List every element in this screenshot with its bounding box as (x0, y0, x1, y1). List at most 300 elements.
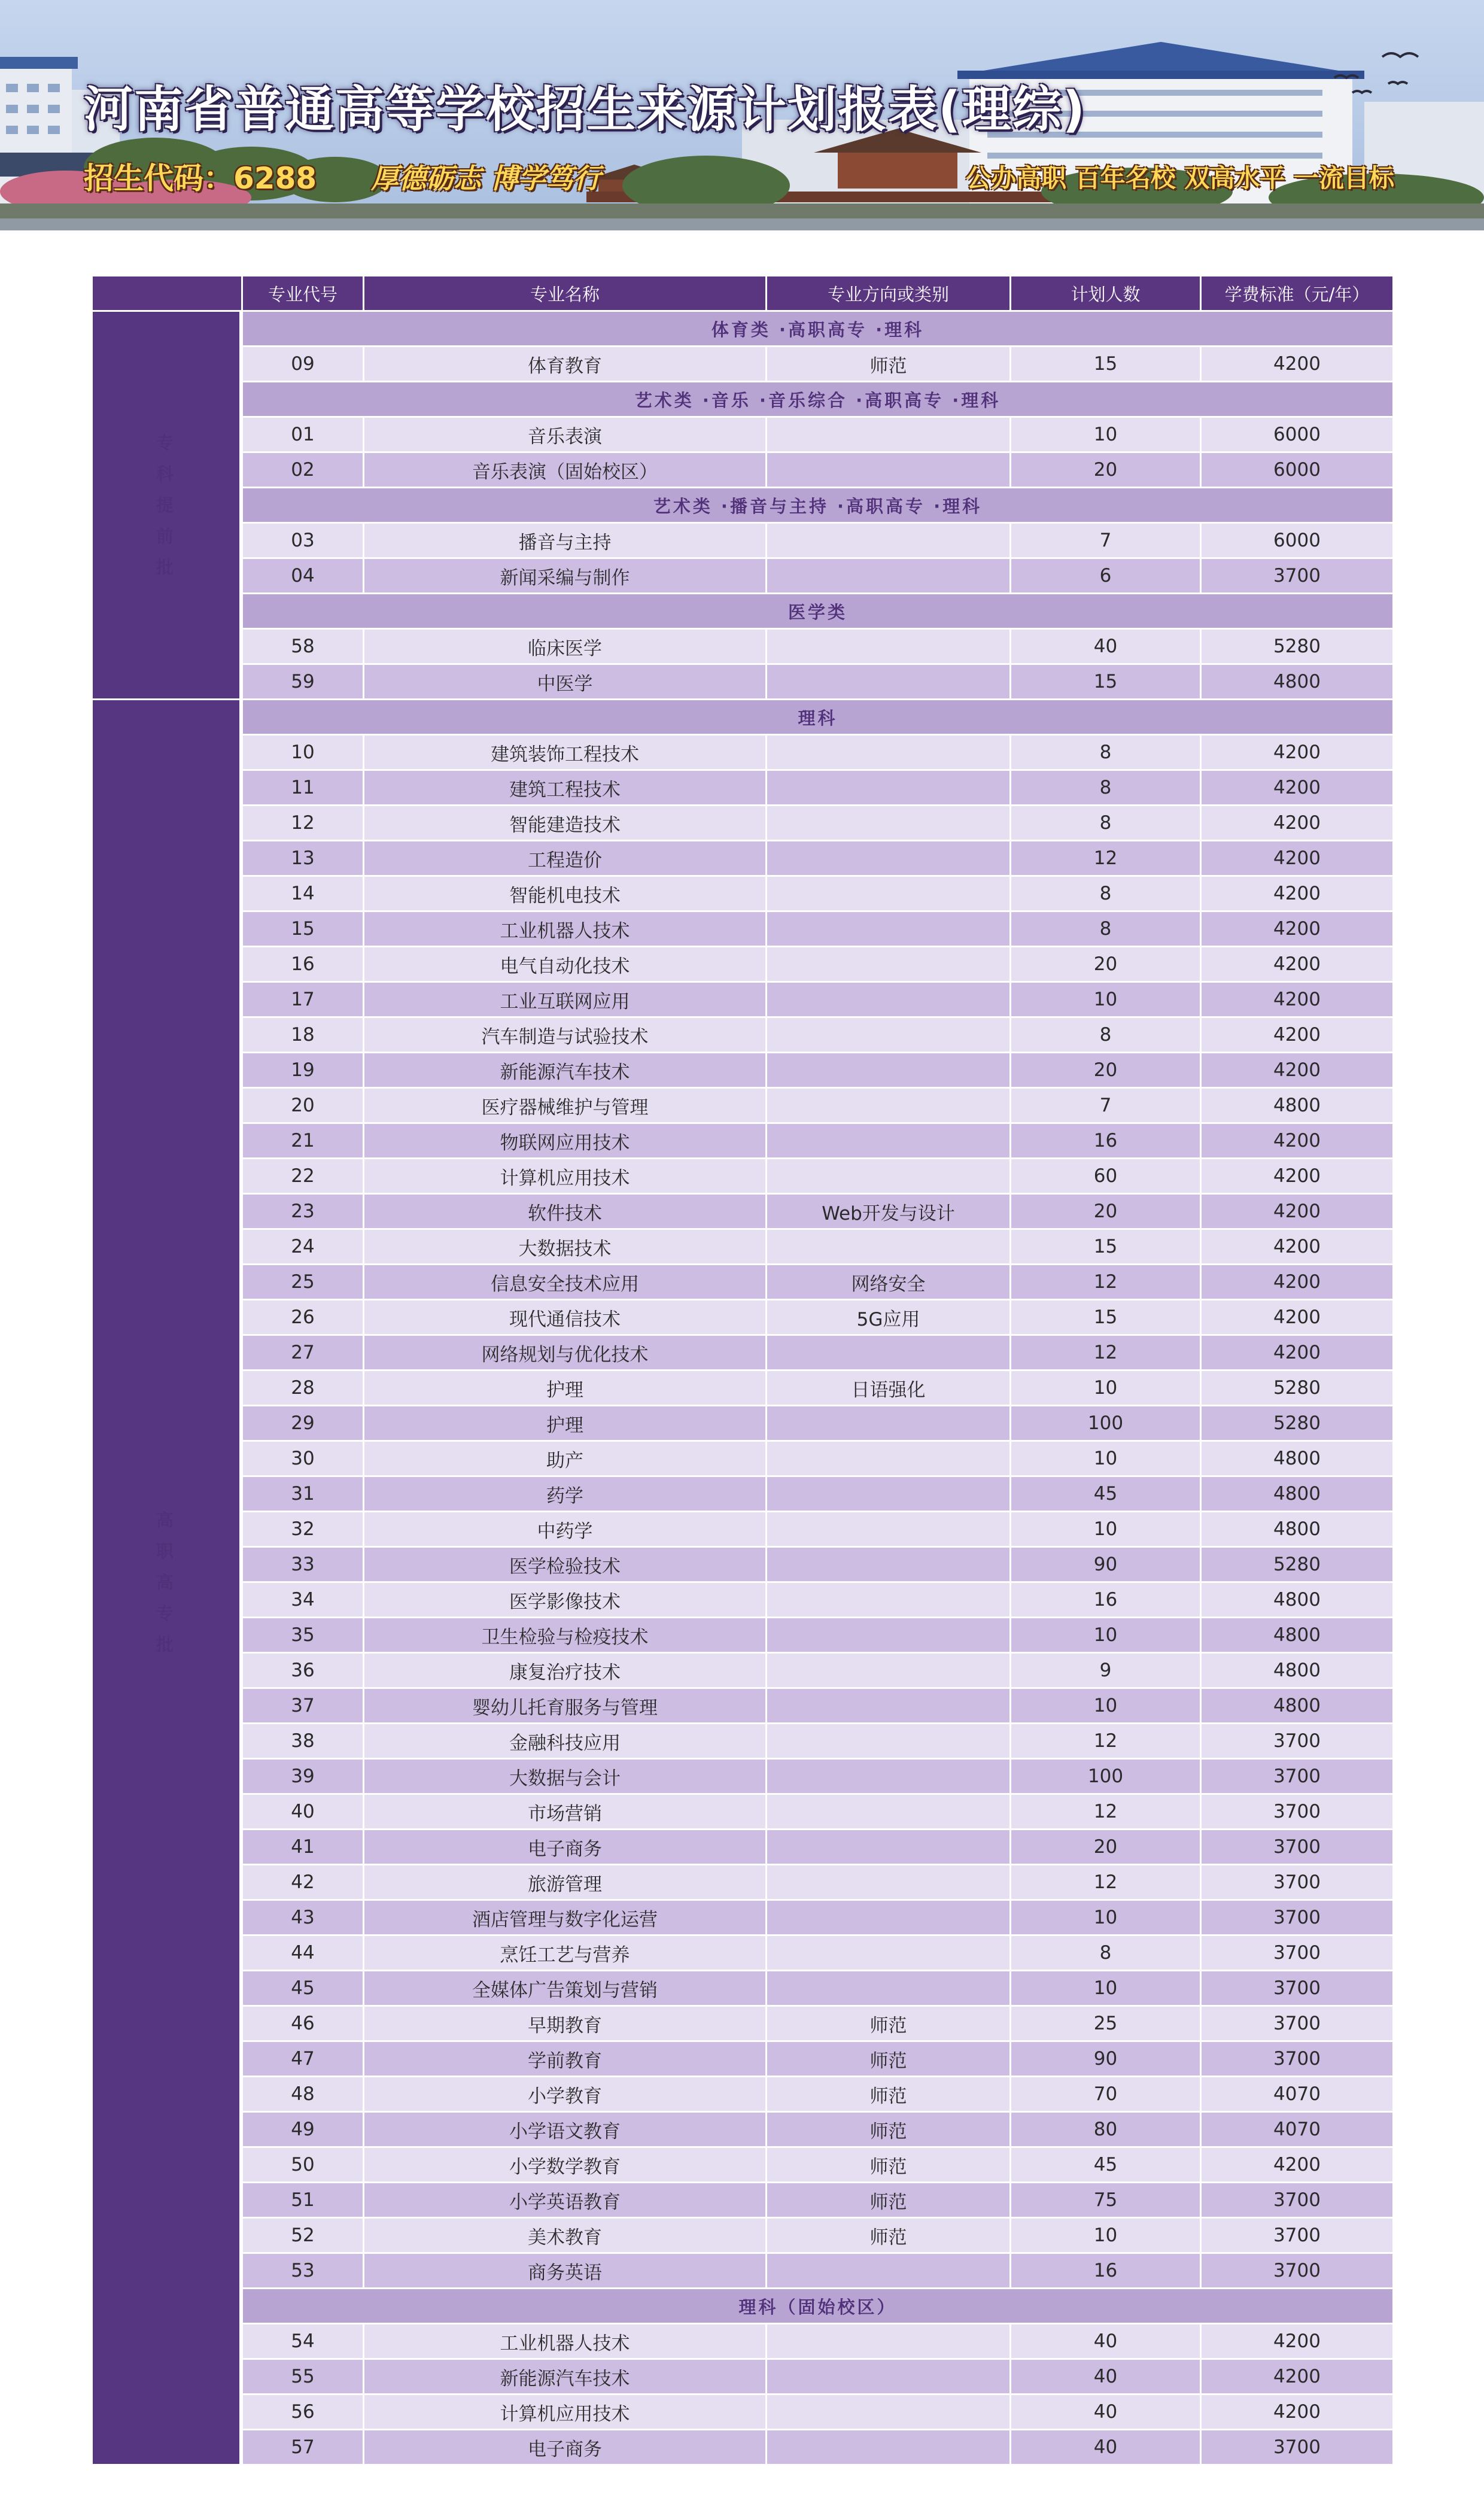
tuition-cell: 5280 (1202, 1371, 1394, 1406)
major-direction-cell (767, 1406, 1011, 1442)
major-name-cell: 美术教育 (364, 2219, 767, 2254)
quota-cell: 8 (1011, 877, 1202, 912)
table-row (93, 1689, 1394, 1724)
category-row (93, 382, 1394, 418)
quota-cell: 40 (1011, 630, 1202, 665)
major-direction-cell: 师范 (767, 2007, 1011, 2042)
major-direction-cell (767, 1760, 1011, 1795)
major-code-cell: 04 (243, 559, 364, 594)
major-name-cell: 计算机应用技术 (364, 1159, 767, 1195)
major-code-cell: 56 (243, 2395, 364, 2430)
major-code-cell: 29 (243, 1406, 364, 1442)
major-direction-cell (767, 1865, 1011, 1901)
school-motto: 厚德砺志 博学笃行 (371, 162, 601, 195)
table-row (93, 1442, 1394, 1477)
tuition-cell: 4200 (1202, 2324, 1394, 2360)
major-code-cell: 52 (243, 2219, 364, 2254)
tuition-cell: 3700 (1202, 1901, 1394, 1936)
tuition-cell: 4200 (1202, 736, 1394, 771)
major-code-cell: 31 (243, 1477, 364, 1512)
major-code-cell: 39 (243, 1760, 364, 1795)
tuition-cell: 4200 (1202, 877, 1394, 912)
quota-cell: 10 (1011, 1371, 1202, 1406)
major-code-cell: 17 (243, 983, 364, 1018)
quota-cell: 7 (1011, 524, 1202, 559)
quota-cell: 7 (1011, 1089, 1202, 1124)
quota-cell: 10 (1011, 2219, 1202, 2254)
major-name-cell: 临床医学 (364, 630, 767, 665)
quota-cell: 20 (1011, 947, 1202, 983)
tuition-cell: 4800 (1202, 1583, 1394, 1618)
table-row (93, 1477, 1394, 1512)
major-code-cell: 01 (243, 418, 364, 453)
major-direction-cell (767, 877, 1011, 912)
table-row (93, 1371, 1394, 1406)
table-row (93, 1795, 1394, 1830)
quota-cell: 15 (1011, 1300, 1202, 1336)
major-code-cell: 25 (243, 1265, 364, 1300)
category-row (93, 312, 1394, 347)
tuition-cell: 4800 (1202, 1089, 1394, 1124)
tuition-cell: 4200 (1202, 347, 1394, 382)
major-name-cell: 医疗器械维护与管理 (364, 1089, 767, 1124)
major-code-cell: 30 (243, 1442, 364, 1477)
major-code-cell: 09 (243, 347, 364, 382)
major-direction-cell (767, 524, 1011, 559)
enrollment-plan-table (93, 276, 1394, 2466)
table-row (93, 1936, 1394, 1971)
quota-cell: 8 (1011, 912, 1202, 947)
table-row (93, 1124, 1394, 1159)
tuition-cell: 3700 (1202, 2254, 1394, 2289)
table-row (93, 1618, 1394, 1654)
major-direction-cell (767, 1442, 1011, 1477)
major-direction-cell: 师范 (767, 2219, 1011, 2254)
major-direction-cell (767, 665, 1011, 700)
major-direction-cell: 网络安全 (767, 1265, 1011, 1300)
category-row (93, 488, 1394, 524)
major-name-cell: 烹饪工艺与营养 (364, 1936, 767, 1971)
major-name-cell: 药学 (364, 1477, 767, 1512)
quota-cell: 40 (1011, 2430, 1202, 2466)
table-row (93, 665, 1394, 700)
school-slogan: 公办高职 百年名校 双高水平 一流目标 (966, 163, 1394, 193)
major-code-cell: 34 (243, 1583, 364, 1618)
major-code-cell: 44 (243, 1936, 364, 1971)
quota-cell: 10 (1011, 1442, 1202, 1477)
major-name-cell: 中医学 (364, 665, 767, 700)
major-direction-cell (767, 1795, 1011, 1830)
major-direction-cell (767, 1089, 1011, 1124)
quota-cell: 75 (1011, 2183, 1202, 2219)
major-direction-cell: 师范 (767, 2113, 1011, 2148)
table-row (93, 1901, 1394, 1936)
quota-cell: 12 (1011, 1724, 1202, 1760)
major-name-cell: 新能源汽车技术 (364, 1053, 767, 1089)
table-row (93, 1300, 1394, 1336)
major-direction-cell (767, 1053, 1011, 1089)
major-name-cell: 助产 (364, 1442, 767, 1477)
enrollment-code: 招生代码：6288 (84, 161, 317, 196)
table-row (93, 877, 1394, 912)
tuition-cell: 4200 (1202, 771, 1394, 806)
major-name-cell: 建筑装饰工程技术 (364, 736, 767, 771)
quota-cell: 45 (1011, 2148, 1202, 2183)
tuition-cell: 4200 (1202, 1124, 1394, 1159)
category-row (93, 700, 1394, 736)
major-direction-cell (767, 2360, 1011, 2395)
major-name-cell: 小学英语教育 (364, 2183, 767, 2219)
table-row (93, 1583, 1394, 1618)
tuition-cell: 5280 (1202, 1548, 1394, 1583)
table-row (93, 2183, 1394, 2219)
table-row (93, 2007, 1394, 2042)
major-name-cell: 物联网应用技术 (364, 1124, 767, 1159)
quota-cell: 100 (1011, 1760, 1202, 1795)
category-label: 理科 (243, 700, 1394, 736)
major-direction-cell (767, 1971, 1011, 2007)
tuition-cell: 4200 (1202, 2360, 1394, 2395)
quota-cell: 70 (1011, 2077, 1202, 2113)
tuition-cell: 4200 (1202, 1265, 1394, 1300)
quota-cell: 20 (1011, 1195, 1202, 1230)
table-row (93, 1265, 1394, 1300)
major-name-cell: 新能源汽车技术 (364, 2360, 767, 2395)
tuition-cell: 4070 (1202, 2113, 1394, 2148)
major-name-cell: 大数据与会计 (364, 1760, 767, 1795)
tuition-cell: 4200 (1202, 1336, 1394, 1371)
major-code-cell: 03 (243, 524, 364, 559)
major-code-cell: 22 (243, 1159, 364, 1195)
quota-cell: 25 (1011, 2007, 1202, 2042)
major-code-cell: 55 (243, 2360, 364, 2395)
tuition-cell: 6000 (1202, 453, 1394, 488)
major-code-cell: 11 (243, 771, 364, 806)
major-name-cell: 护理 (364, 1406, 767, 1442)
major-code-cell: 13 (243, 841, 364, 877)
major-code-cell: 24 (243, 1230, 364, 1265)
major-direction-cell (767, 1548, 1011, 1583)
major-direction-cell (767, 947, 1011, 983)
major-code-cell: 18 (243, 1018, 364, 1053)
major-code-cell: 48 (243, 2077, 364, 2113)
major-code-cell: 02 (243, 453, 364, 488)
header-banner (0, 0, 1484, 230)
quota-cell: 15 (1011, 1230, 1202, 1265)
major-direction-cell: 师范 (767, 2183, 1011, 2219)
major-code-cell: 28 (243, 1371, 364, 1406)
major-name-cell: 学前教育 (364, 2042, 767, 2077)
category-label: 体育类 ·高职高专 ·理科 (243, 312, 1394, 347)
major-name-cell: 全媒体广告策划与营销 (364, 1971, 767, 2007)
major-name-cell: 电气自动化技术 (364, 947, 767, 983)
quota-cell: 45 (1011, 1477, 1202, 1512)
major-name-cell: 工业机器人技术 (364, 2324, 767, 2360)
major-direction-cell (767, 1689, 1011, 1724)
major-name-cell: 新闻采编与制作 (364, 559, 767, 594)
category-label: 艺术类 ·播音与主持 ·高职高专 ·理科 (243, 488, 1394, 524)
major-code-cell: 16 (243, 947, 364, 983)
major-code-cell: 27 (243, 1336, 364, 1371)
major-direction-cell (767, 2324, 1011, 2360)
table-header-row (93, 276, 1394, 312)
major-direction-cell (767, 806, 1011, 841)
major-name-cell: 卫生检验与检疫技术 (364, 1618, 767, 1654)
table-row (93, 1724, 1394, 1760)
major-direction-cell (767, 2254, 1011, 2289)
major-name-cell: 网络规划与优化技术 (364, 1336, 767, 1371)
quota-cell: 10 (1011, 1901, 1202, 1936)
major-name-cell: 大数据技术 (364, 1230, 767, 1265)
major-name-cell: 康复治疗技术 (364, 1654, 767, 1689)
quota-cell: 16 (1011, 2254, 1202, 2289)
category-label: 医学类 (243, 594, 1394, 630)
major-code-cell: 12 (243, 806, 364, 841)
quota-cell: 12 (1011, 1336, 1202, 1371)
quota-cell: 16 (1011, 1583, 1202, 1618)
major-code-cell: 32 (243, 1512, 364, 1548)
major-code-cell: 10 (243, 736, 364, 771)
column-header-major: 专业名称 (364, 276, 767, 312)
major-code-cell: 21 (243, 1124, 364, 1159)
major-name-cell: 小学数学教育 (364, 2148, 767, 2183)
tuition-cell: 3700 (1202, 1865, 1394, 1901)
table-row (93, 806, 1394, 841)
category-row (93, 594, 1394, 630)
tuition-cell: 3700 (1202, 1760, 1394, 1795)
tuition-cell: 3700 (1202, 2007, 1394, 2042)
tuition-cell: 4800 (1202, 1654, 1394, 1689)
major-direction-cell (767, 1654, 1011, 1689)
quota-cell: 10 (1011, 983, 1202, 1018)
major-direction-cell (767, 1018, 1011, 1053)
table-row (93, 1159, 1394, 1195)
major-direction-cell (767, 1512, 1011, 1548)
tuition-cell: 3700 (1202, 2430, 1394, 2466)
quota-cell: 80 (1011, 2113, 1202, 2148)
major-direction-cell (767, 1830, 1011, 1865)
tuition-cell: 4200 (1202, 1195, 1394, 1230)
major-direction-cell: 师范 (767, 2077, 1011, 2113)
major-code-cell: 45 (243, 1971, 364, 2007)
quota-cell: 8 (1011, 736, 1202, 771)
quota-cell: 20 (1011, 453, 1202, 488)
category-row (93, 2289, 1394, 2324)
major-direction-cell (767, 1230, 1011, 1265)
table-row (93, 2395, 1394, 2430)
major-name-cell: 医学检验技术 (364, 1548, 767, 1583)
tuition-cell: 4200 (1202, 983, 1394, 1018)
major-name-cell: 小学语文教育 (364, 2113, 767, 2148)
major-name-cell: 中药学 (364, 1512, 767, 1548)
major-direction-cell (767, 1724, 1011, 1760)
table-row (93, 1865, 1394, 1901)
quota-cell: 8 (1011, 1936, 1202, 1971)
major-direction-cell: 师范 (767, 2042, 1011, 2077)
tuition-cell: 4800 (1202, 1512, 1394, 1548)
tuition-cell: 5280 (1202, 1406, 1394, 1442)
major-name-cell: 现代通信技术 (364, 1300, 767, 1336)
quota-cell: 20 (1011, 1830, 1202, 1865)
quota-cell: 15 (1011, 665, 1202, 700)
major-direction-cell (767, 1618, 1011, 1654)
major-direction-cell (767, 1336, 1011, 1371)
tuition-cell: 4200 (1202, 1018, 1394, 1053)
major-code-cell: 43 (243, 1901, 364, 1936)
table-row (93, 2042, 1394, 2077)
tuition-cell: 4200 (1202, 2395, 1394, 2430)
quota-cell: 40 (1011, 2360, 1202, 2395)
table-row (93, 2077, 1394, 2113)
batch-name: 高职高专批 (156, 1509, 176, 1655)
tuition-cell: 3700 (1202, 1724, 1394, 1760)
major-direction-cell (767, 1901, 1011, 1936)
tuition-cell: 4200 (1202, 912, 1394, 947)
major-code-cell: 50 (243, 2148, 364, 2183)
quota-cell: 6 (1011, 559, 1202, 594)
quota-cell: 8 (1011, 1018, 1202, 1053)
table-row (93, 1336, 1394, 1371)
major-direction-cell: 师范 (767, 347, 1011, 382)
major-code-cell: 40 (243, 1795, 364, 1830)
major-direction-cell (767, 559, 1011, 594)
tuition-cell: 3700 (1202, 1795, 1394, 1830)
table-row (93, 912, 1394, 947)
table-row (93, 2360, 1394, 2395)
major-code-cell: 20 (243, 1089, 364, 1124)
major-code-cell: 23 (243, 1195, 364, 1230)
major-direction-cell (767, 841, 1011, 877)
quota-cell: 60 (1011, 1159, 1202, 1195)
tuition-cell: 4200 (1202, 1053, 1394, 1089)
major-direction-cell (767, 630, 1011, 665)
table-row (93, 1971, 1394, 2007)
major-code-cell: 49 (243, 2113, 364, 2148)
tuition-cell: 4200 (1202, 841, 1394, 877)
page-title: 河南省普通高等学校招生来源计划报表(理综) (84, 81, 1086, 138)
table-row (93, 1089, 1394, 1124)
tuition-cell: 3700 (1202, 2183, 1394, 2219)
major-code-cell: 46 (243, 2007, 364, 2042)
major-direction-cell (767, 1159, 1011, 1195)
quota-cell: 12 (1011, 1795, 1202, 1830)
table-row (93, 771, 1394, 806)
major-direction-cell (767, 736, 1011, 771)
table-row (93, 453, 1394, 488)
tuition-cell: 4800 (1202, 1618, 1394, 1654)
column-header-direction: 专业方向或类别 (767, 276, 1011, 312)
quota-cell: 9 (1011, 1654, 1202, 1689)
major-code-cell: 58 (243, 630, 364, 665)
quota-cell: 12 (1011, 1265, 1202, 1300)
major-direction-cell (767, 771, 1011, 806)
major-direction-cell (767, 983, 1011, 1018)
table-row (93, 2113, 1394, 2148)
major-name-cell: 音乐表演（固始校区） (364, 453, 767, 488)
major-name-cell: 智能机电技术 (364, 877, 767, 912)
table-row (93, 347, 1394, 382)
quota-cell: 10 (1011, 1618, 1202, 1654)
major-direction-cell (767, 453, 1011, 488)
tuition-cell: 4200 (1202, 806, 1394, 841)
quota-cell: 90 (1011, 2042, 1202, 2077)
column-header-tuition: 学费标准（元/年） (1202, 276, 1394, 312)
table-row (93, 1760, 1394, 1795)
major-name-cell: 商务英语 (364, 2254, 767, 2289)
tuition-cell: 4200 (1202, 1230, 1394, 1265)
table-row (93, 418, 1394, 453)
major-code-cell: 33 (243, 1548, 364, 1583)
major-name-cell: 体育教育 (364, 347, 767, 382)
table-row (93, 1195, 1394, 1230)
quota-cell: 90 (1011, 1548, 1202, 1583)
quota-cell: 10 (1011, 1971, 1202, 2007)
major-name-cell: 信息安全技术应用 (364, 1265, 767, 1300)
batch-label (93, 312, 243, 700)
major-code-cell: 53 (243, 2254, 364, 2289)
tuition-cell: 3700 (1202, 559, 1394, 594)
major-name-cell: 汽车制造与试验技术 (364, 1018, 767, 1053)
major-name-cell: 工程造价 (364, 841, 767, 877)
major-name-cell: 播音与主持 (364, 524, 767, 559)
table-row (93, 2324, 1394, 2360)
category-label: 艺术类 ·音乐 ·音乐综合 ·高职高专 ·理科 (243, 382, 1394, 418)
table-row (93, 524, 1394, 559)
table-row (93, 1548, 1394, 1583)
major-code-cell: 42 (243, 1865, 364, 1901)
quota-cell: 16 (1011, 1124, 1202, 1159)
table-row (93, 2148, 1394, 2183)
column-header-code: 专业代号 (243, 276, 364, 312)
category-label: 理科（固始校区） (243, 2289, 1394, 2324)
table-row (93, 2254, 1394, 2289)
major-direction-cell: Web开发与设计 (767, 1195, 1011, 1230)
major-direction-cell: 师范 (767, 2148, 1011, 2183)
tuition-cell: 4200 (1202, 1159, 1394, 1195)
major-direction-cell (767, 912, 1011, 947)
quota-cell: 8 (1011, 771, 1202, 806)
major-name-cell: 婴幼儿托育服务与管理 (364, 1689, 767, 1724)
major-name-cell: 音乐表演 (364, 418, 767, 453)
table-row (93, 1053, 1394, 1089)
tuition-cell: 3700 (1202, 2042, 1394, 2077)
tuition-cell: 3700 (1202, 1830, 1394, 1865)
tuition-cell: 4200 (1202, 2148, 1394, 2183)
major-name-cell: 酒店管理与数字化运营 (364, 1901, 767, 1936)
major-code-cell: 35 (243, 1618, 364, 1654)
table-row (93, 736, 1394, 771)
major-direction-cell (767, 1124, 1011, 1159)
major-direction-cell (767, 2395, 1011, 2430)
major-direction-cell (767, 1477, 1011, 1512)
major-name-cell: 工业机器人技术 (364, 912, 767, 947)
tuition-cell: 6000 (1202, 418, 1394, 453)
major-code-cell: 14 (243, 877, 364, 912)
tuition-cell: 3700 (1202, 2219, 1394, 2254)
quota-cell: 10 (1011, 1512, 1202, 1548)
major-code-cell: 38 (243, 1724, 364, 1760)
table-row (93, 841, 1394, 877)
table-row (93, 947, 1394, 983)
tuition-cell: 5280 (1202, 630, 1394, 665)
tuition-cell: 3700 (1202, 1971, 1394, 2007)
table-row (93, 1018, 1394, 1053)
major-name-cell: 小学教育 (364, 2077, 767, 2113)
quota-cell: 40 (1011, 2324, 1202, 2360)
quota-cell: 15 (1011, 347, 1202, 382)
major-name-cell: 计算机应用技术 (364, 2395, 767, 2430)
major-name-cell: 智能建造技术 (364, 806, 767, 841)
